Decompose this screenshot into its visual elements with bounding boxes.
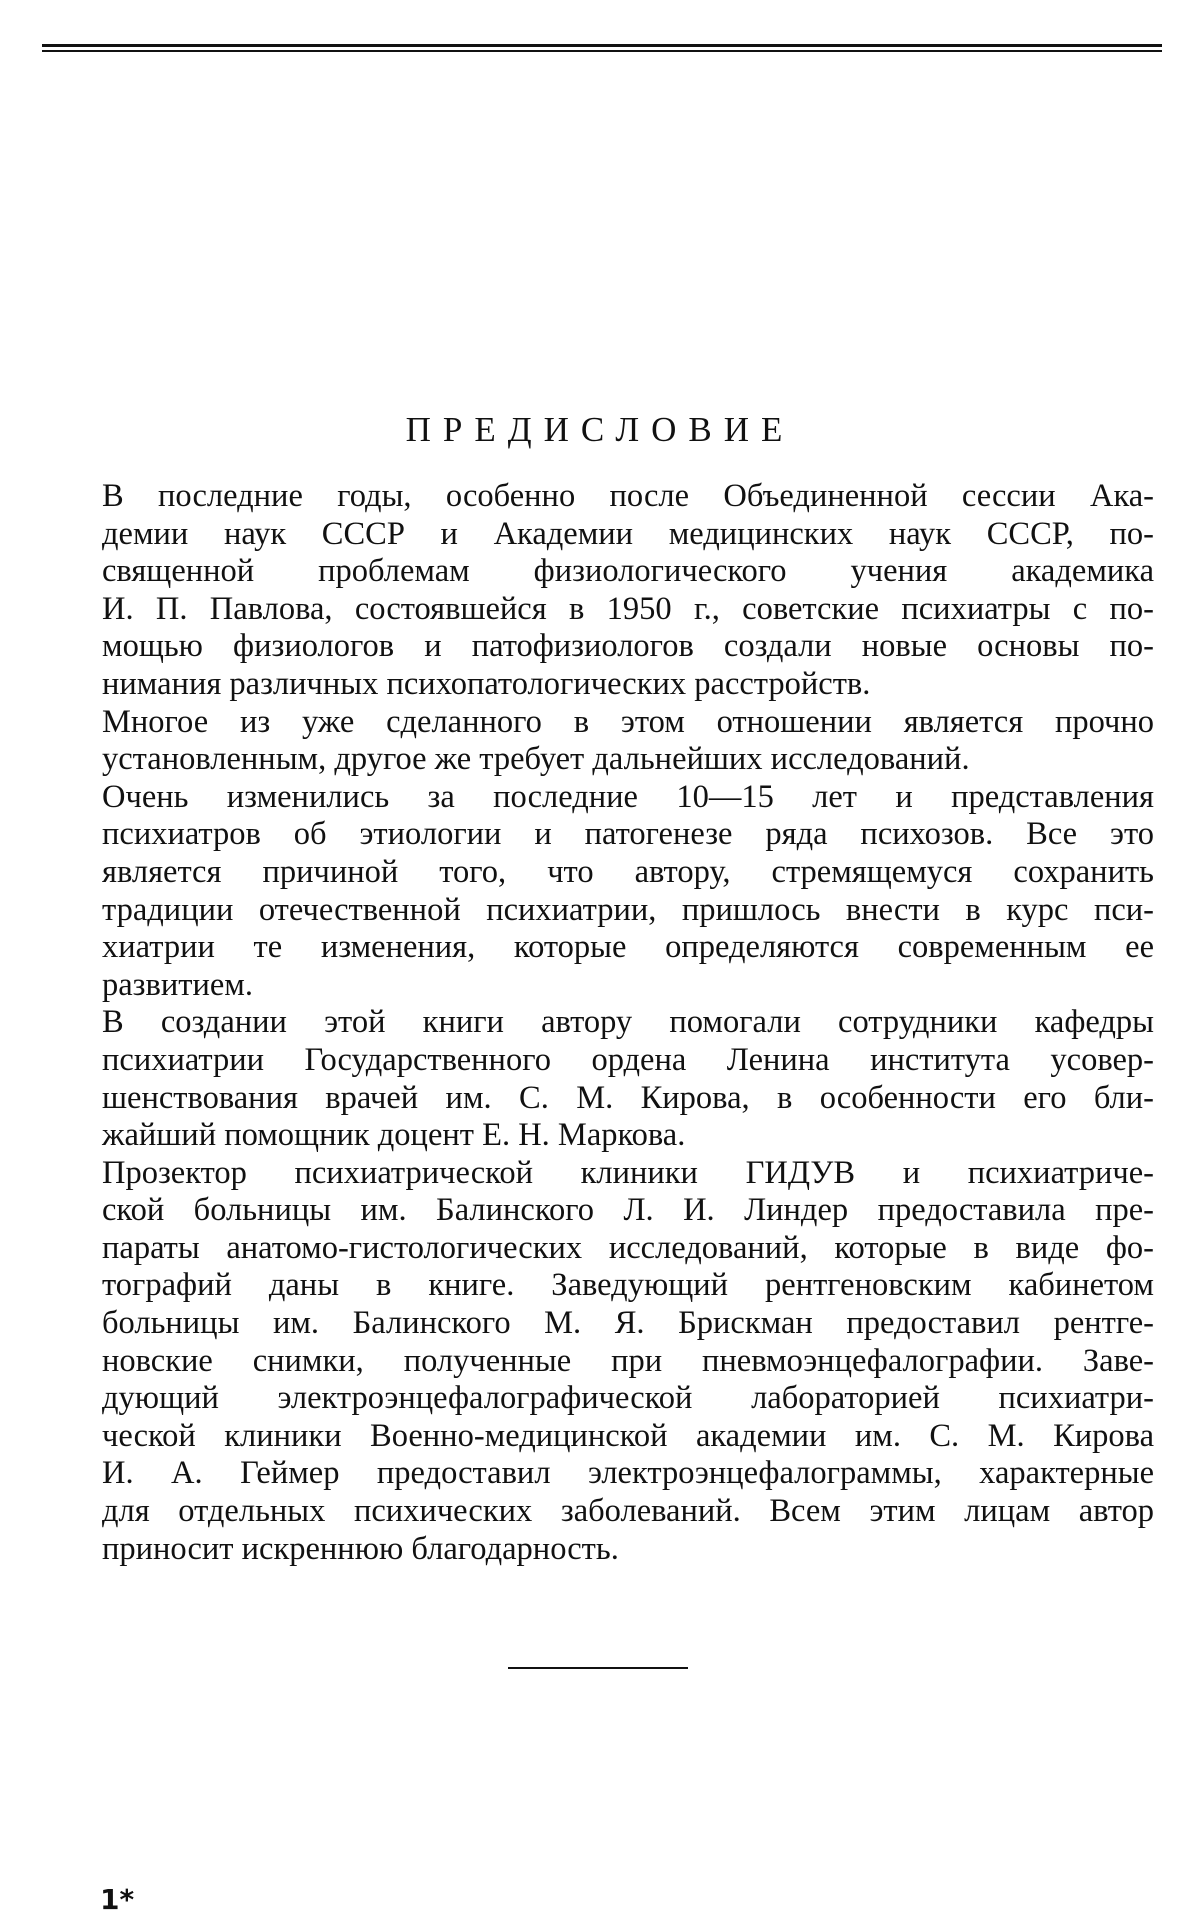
text-line: развитием.: [102, 966, 253, 1003]
text-line: Очень изменились за последние 10—15 лет и представления: [102, 778, 1154, 815]
text-line: традиции отечественной психиатрии, пришлось внести в курс пси-: [102, 891, 1154, 928]
text-line: тографий даны в книге. Заведующий рентгеновским кабинетом: [102, 1267, 1154, 1304]
text-line: является причиной того, что автору, стремящемуся сохранить: [102, 853, 1154, 890]
text-line: психиатрии Государственного ордена Ленина института усовер-: [102, 1041, 1154, 1078]
text-line: шенствования врачей им. С. М. Кирова, в особенности его бли-: [102, 1079, 1154, 1116]
text-line: больницы им. Балинского М. Я. Брискман предоставил рентге-: [102, 1305, 1154, 1342]
text-line: для отдельных психических заболеваний. Всем этим лицам автор: [102, 1493, 1154, 1530]
text-line: психиатров об этиологии и патогенезе ряда психозов. Все это: [102, 816, 1154, 853]
text-line: ческой клиники Военно-медицинской академии им. С. М. Кирова: [102, 1417, 1154, 1454]
text-line: демии наук СССР и Академии медицинских наук СССР, по-: [102, 515, 1154, 552]
text-line: жайший помощник доцент Е. Н. Маркова.: [102, 1117, 686, 1154]
page-folio: 1*: [100, 1883, 135, 1916]
text-line: нимания различных психопатологических расстройств.: [102, 665, 871, 702]
text-line: Прозектор психиатрической клиники ГИДУВ и психиатриче-: [102, 1154, 1154, 1191]
page-title: ПРЕДИСЛОВИЕ: [405, 410, 795, 449]
end-rule: [508, 1667, 688, 1669]
text-line: мощью физиологов и патофизиологов создали новые основы по-: [102, 628, 1154, 665]
text-line: Многое из уже сделанного в этом отношении является прочно: [102, 703, 1154, 740]
text-line: И. А. Геймер предоставил электроэнцефалограммы, характерные: [102, 1455, 1154, 1492]
text-line: установленным, другое же требует дальнейших исследований.: [102, 741, 970, 778]
text-line: И. П. Павлова, состоявшейся в 1950 г., советские психиатры с по-: [102, 590, 1154, 627]
text-line: В создании этой книги автору помогали сотрудники кафедры: [102, 1004, 1154, 1041]
preface-body: [102, 478, 1154, 1568]
text-line: священной проблемам физиологического учения академика: [102, 553, 1154, 590]
text-line: хиатрии те изменения, которые определяются современным ее: [102, 929, 1154, 966]
text-line: приносит искреннюю благодарность.: [102, 1530, 619, 1567]
text-line: дующий электроэнцефалографической лабораторией психиатри-: [102, 1380, 1154, 1417]
top-rule-thin: [42, 50, 1162, 52]
text-line: новские снимки, полученные при пневмоэнцефалографии. Заве-: [102, 1342, 1154, 1379]
top-rule-thick: [42, 44, 1162, 47]
text-line: ской больницы им. Балинского Л. И. Линдер предоставила пре-: [102, 1192, 1154, 1229]
text-line: параты анатомо-гистологических исследований, которые в виде фо-: [102, 1229, 1154, 1266]
text-line: В последние годы, особенно после Объединенной сессии Ака-: [102, 478, 1154, 514]
